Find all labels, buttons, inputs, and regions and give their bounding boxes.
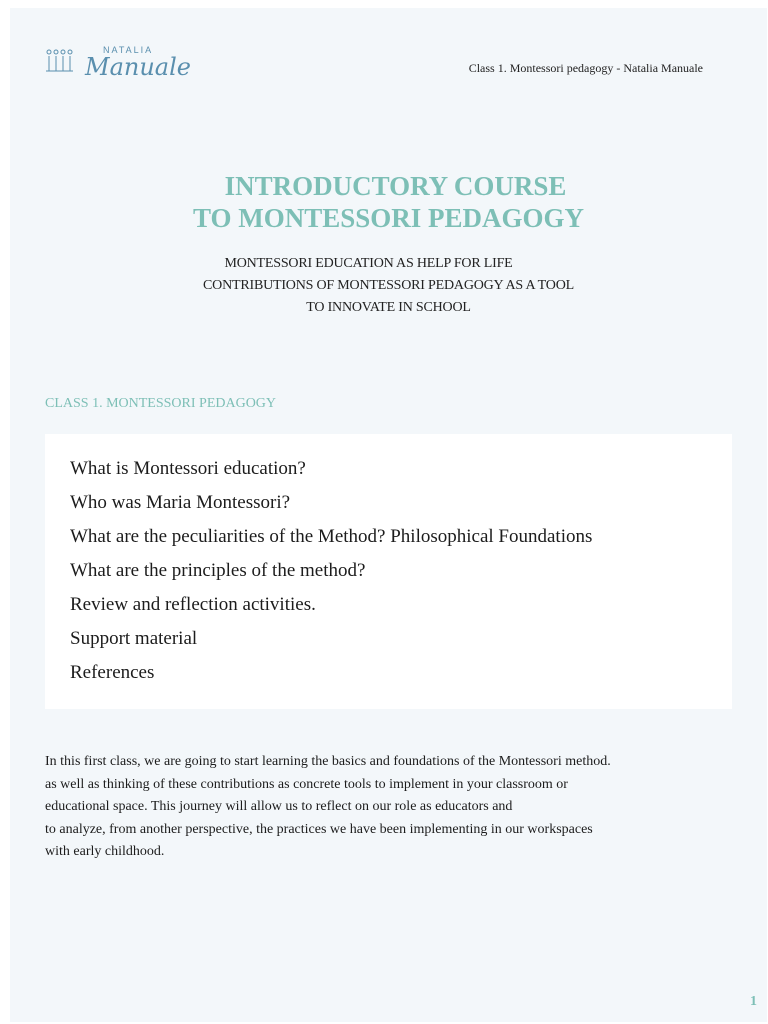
- topic-item: Review and reflection activities.: [70, 594, 316, 615]
- subtitle-line-2: CONTRIBUTIONS OF MONTESSORI PEDAGOGY AS A TOOL: [203, 278, 574, 293]
- subtitle-line-3: TO INNOVATE IN SCHOOL: [306, 300, 471, 315]
- logo-graphic: [45, 38, 195, 88]
- subtitle: [10, 253, 767, 319]
- intro-line: to analyze, from another perspective, the practices we have been implementing in our workspaces: [45, 821, 593, 837]
- topic-item: What are the peculiarities of the Method? Philosophical Foundations: [70, 526, 593, 547]
- logo-top-text: NATALIA: [103, 45, 154, 55]
- topic-item: Who was Maria Montessori?: [70, 492, 291, 513]
- topics-box: [45, 434, 732, 709]
- document-page: [10, 8, 767, 1022]
- page-title: [10, 170, 767, 234]
- logo-main-text: Manuale: [85, 53, 191, 81]
- subtitle-line-1: MONTESSORI EDUCATION AS HELP FOR LIFE: [224, 256, 513, 271]
- topic-item: What is Montessori education?: [70, 458, 306, 479]
- title-line-2: TO MONTESSORI PEDAGOGY: [192, 203, 585, 233]
- page-number: 1: [750, 994, 757, 1009]
- topic-item: Support material: [70, 628, 198, 649]
- topics-list: [45, 434, 732, 690]
- title-line-1: INTRODUCTORY COURSE: [224, 171, 567, 201]
- section-label: CLASS 1. MONTESSORI PEDAGOGY: [45, 396, 277, 411]
- intro-line: educational space. This journey will allow us to reflect on our role as educators and: [45, 799, 513, 814]
- running-title: Class 1. Montessori pedagogy - Natalia Manuale: [468, 61, 703, 75]
- intro-line: with early childhood.: [45, 844, 165, 859]
- intro-paragraph: [45, 751, 685, 864]
- intro-line: In this first class, we are going to start learning the basics and foundations of the Montessori method.: [45, 754, 611, 769]
- intro-line: as well as thinking of these contributions as concrete tools to implement in your classroom or: [45, 776, 568, 792]
- topic-item: What are the principles of the method?: [70, 560, 366, 581]
- logo: [45, 38, 195, 88]
- topic-item: References: [70, 662, 155, 683]
